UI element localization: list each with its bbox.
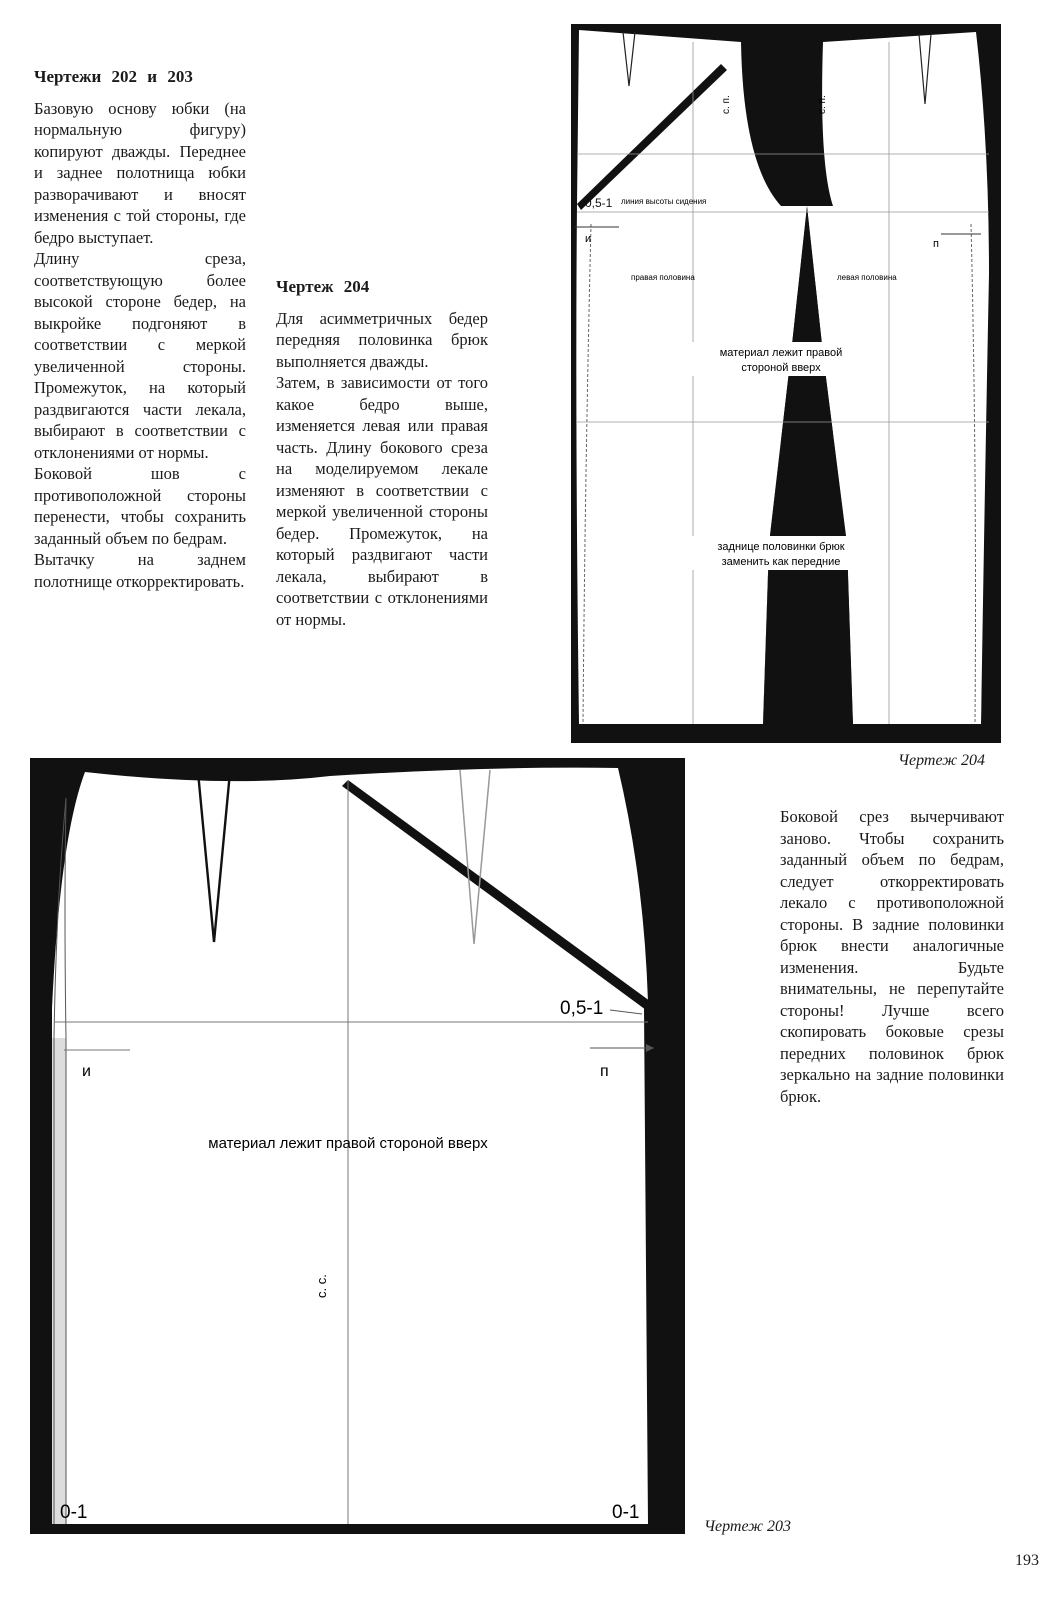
right-paragraph: Боковой срез вычерчивают заново. Чтобы сохранить заданный объем по бедрам, следует откорректировать лекало с противоположной стороны. В задние половинки брюк внести аналогичные изменения. Будьте внимательны, не перепутайте стороны! Лучше всего скопировать боковые срезы передних половинок брюк зеркально на задние половинки брюк. [780,807,1004,1106]
left-paragraph: Вытачку на заднем полотнище откорректировать. [34,550,246,591]
fig204-label-i: и [585,233,592,245]
fig204-label-p: п [933,238,939,250]
fig204-label-material-1: материал лежит правой [719,347,843,359]
fig203-label-cc: с. с. [314,1274,329,1298]
fig204-label-back-2: заменить как передние [721,556,841,568]
fig204-label-left-half: левая половина [837,273,897,282]
fig203-label-material: материал лежит правой стороной вверх [208,1135,488,1152]
page-number: 193 [1015,1552,1039,1569]
left-paragraph: Длину среза, соответствующую более высокой стороне бедер, на выкройке подгоняют в соответствии с меркой увеличенной стороны. Промежуток, на который раздвигаются части лекала, выбирают в соответствии с отклонениями от нормы. [34,249,246,462]
fig204-label-right-half: правая половина [631,273,695,282]
fig203-label-bottom-right: 0-1 [612,1502,640,1523]
fig204-label-cp-left: с. п. [721,95,732,114]
fig204-label-back-1: заднице половинки брюк [717,541,845,553]
figure-204-drawing [571,24,1001,743]
fig204-label-offset: 0,5-1 [585,196,613,210]
left-paragraph: Базовую основу юбки (на нормальную фигуру) копируют дважды. Переднее и заднее полотнища юбки разворачивают и вносят изменения с той стороны, где бедро выступает. [34,98,246,247]
middle-heading: Чертеж 204 [276,277,370,296]
fig204-label-cp-right: с. п. [817,95,828,114]
figure-203-caption: Чертеж 203 [704,1518,792,1535]
left-paragraph: Боковой шов с противоположной стороны перенести, чтобы сохранить заданный объем по бедрам. [34,464,246,548]
middle-paragraph: Для асимметричных бедер передняя половинка брюк выполняется дважды. [276,308,488,371]
middle-paragraph: Затем, в зависимости от того какое бедро выше, изменяется левая или правая часть. Длину бокового среза на моделируемом лекале изменяют в соответствии с меркой увеличенной стороны бедер. Промежуток, на который раздвигают части лекала, выбирают в соответствии с отклонениями от нормы. [276,373,488,629]
fig203-label-p: п [600,1063,609,1080]
middle-text-column [276,276,488,630]
figure-204-caption: Чертеж 204 [898,752,986,769]
figure-203-drawing [30,758,685,1534]
fig204-label-seat-line: линия высоты сидения [621,197,707,206]
fig203-label-offset: 0,5-1 [560,998,604,1019]
left-heading: Чертежи 202 и 203 [34,67,193,86]
right-text-column [780,806,1004,1107]
fig203-label-bottom-left: 0-1 [60,1502,88,1523]
left-text-column [34,66,246,592]
fig204-label-material-2: стороной вверх [741,362,821,374]
fig203-label-i: и [82,1063,91,1080]
